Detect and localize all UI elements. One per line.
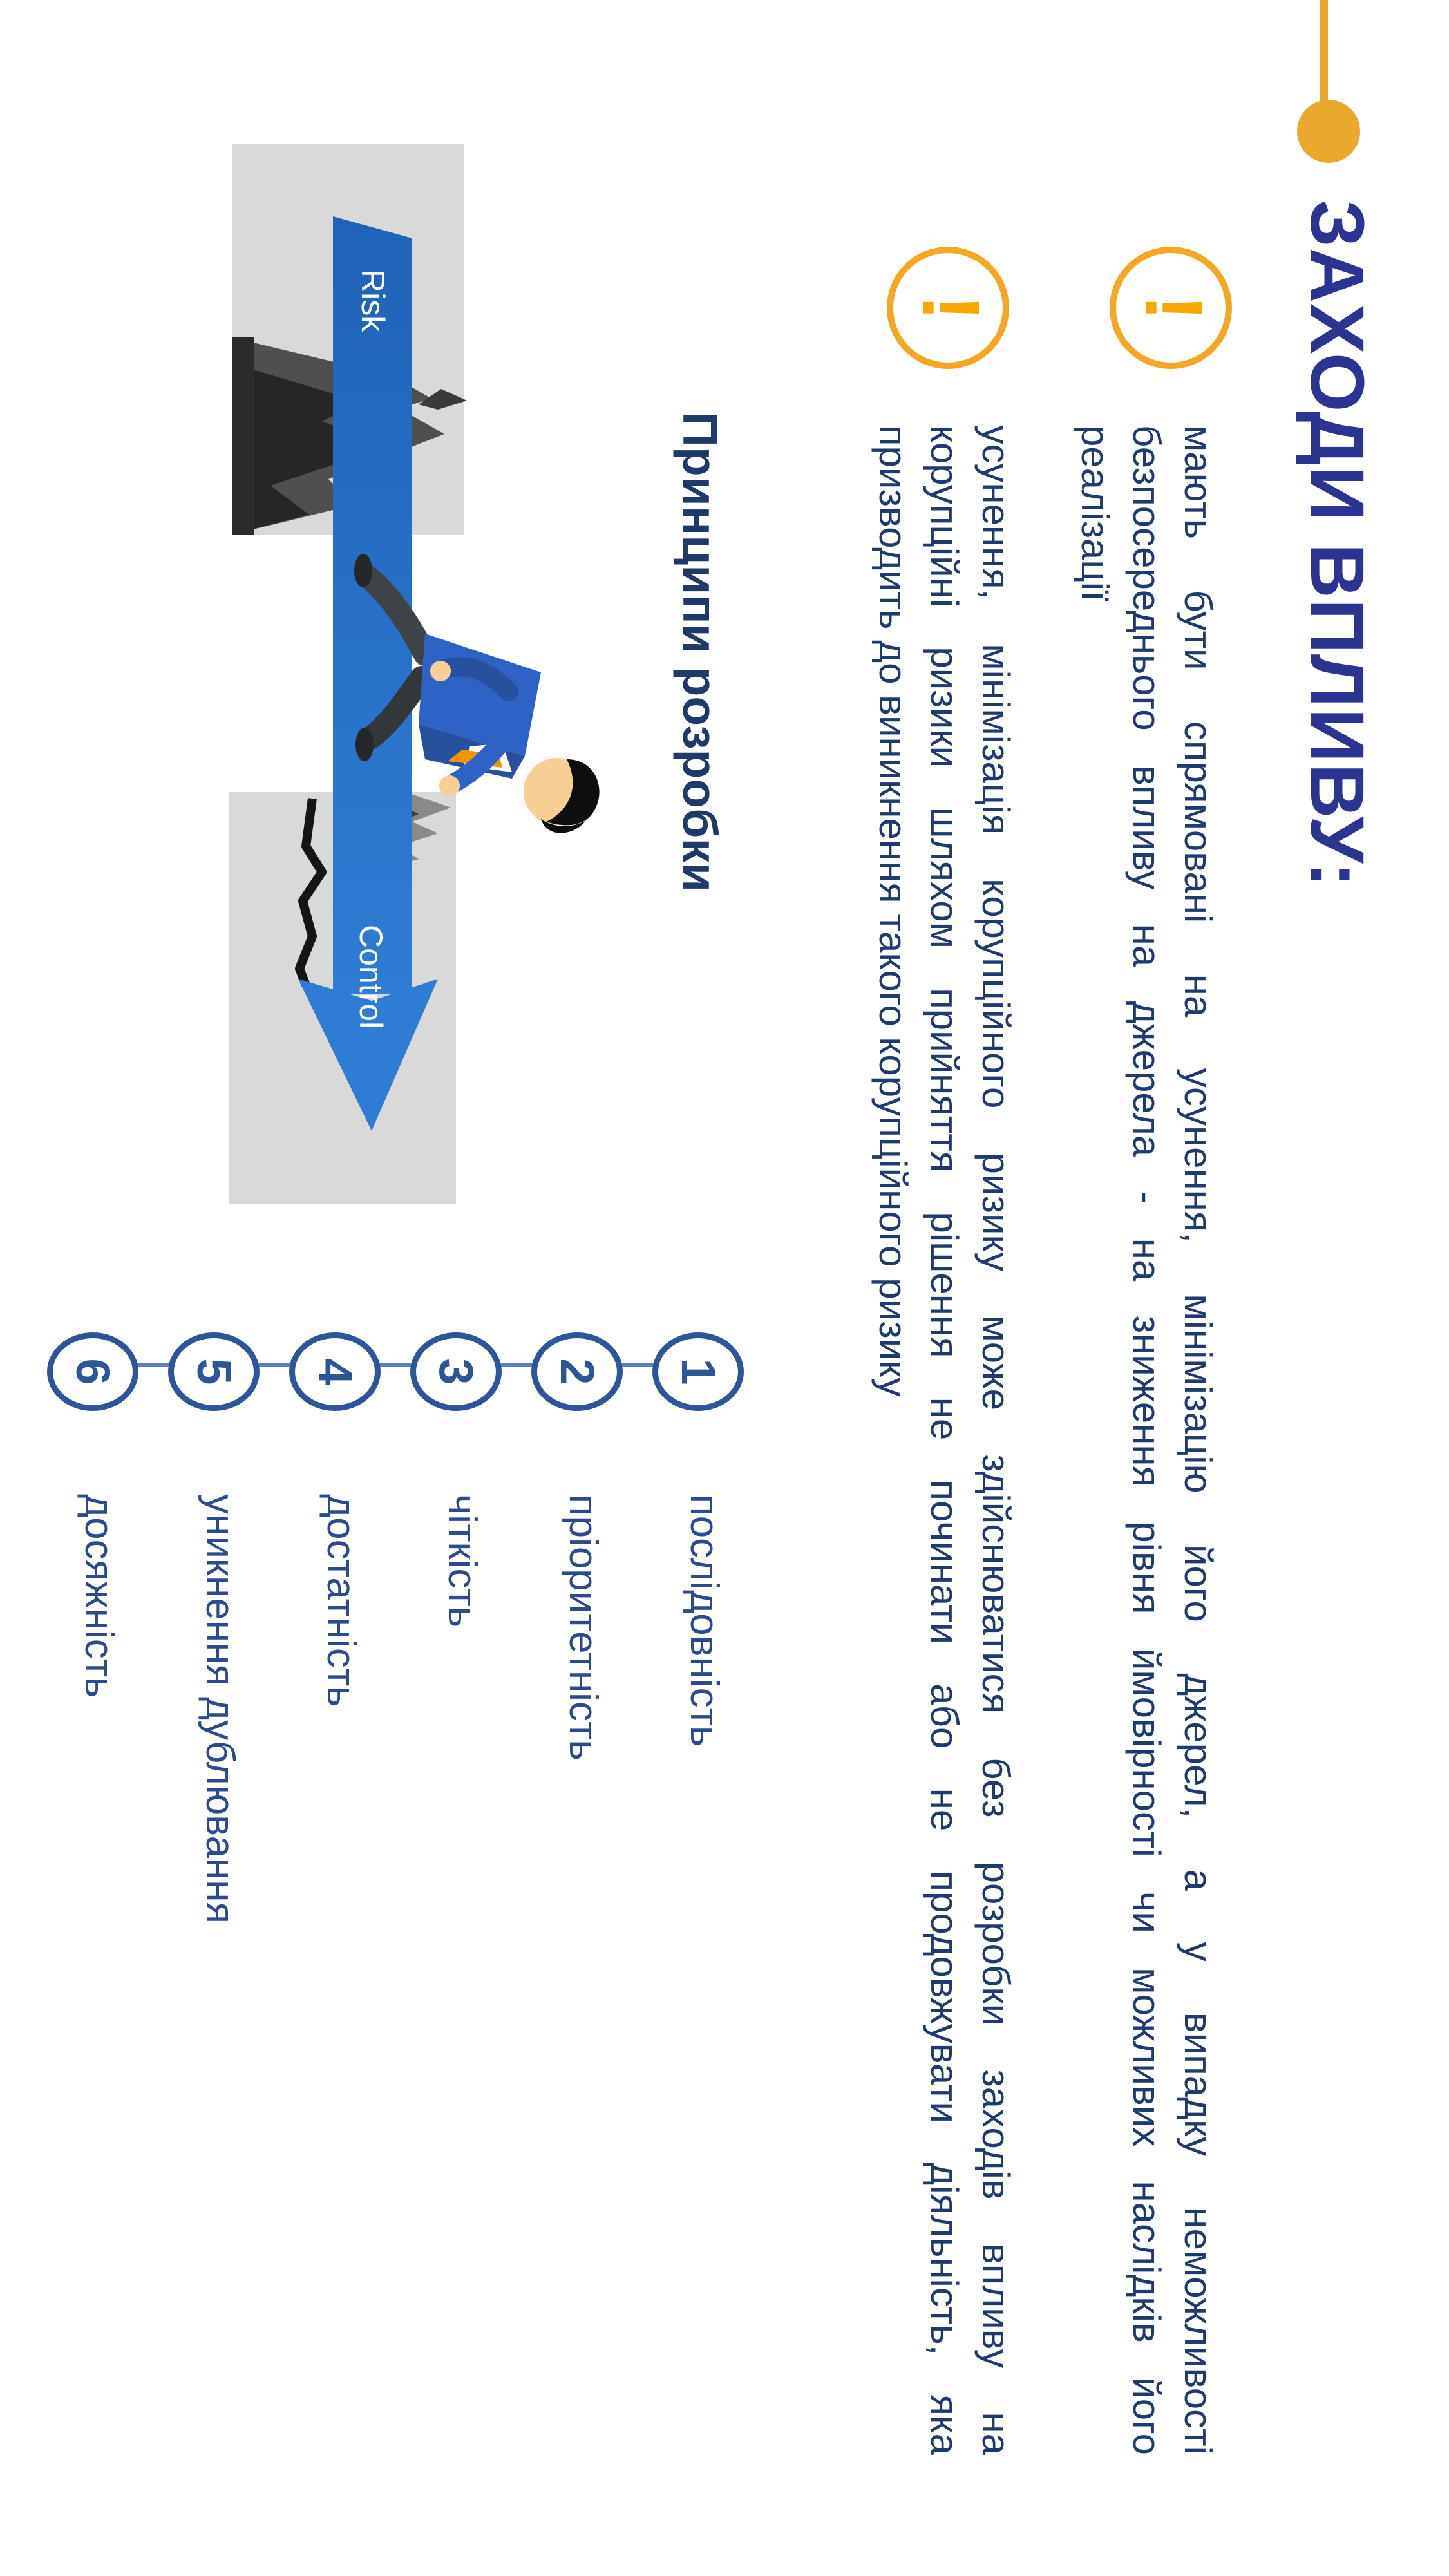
exclamation-icon bbox=[887, 247, 1009, 369]
accent-dot-icon bbox=[1297, 100, 1360, 163]
crack-icon bbox=[299, 799, 322, 985]
exclamation-glyph: ! bbox=[1128, 294, 1219, 321]
principle-label: уникнення дублювання bbox=[198, 1494, 242, 1924]
principles-heading: Принципи розробки bbox=[673, 412, 727, 893]
principle-number: 2 bbox=[551, 1358, 604, 1385]
principle-number: 5 bbox=[187, 1358, 241, 1385]
principle-number-badge bbox=[652, 1332, 744, 1411]
exclamation-icon bbox=[1110, 247, 1232, 369]
paragraph-line: призводить до виникнення такого корупційного ризику bbox=[871, 425, 914, 1397]
alert-paragraph-2 bbox=[867, 425, 1021, 2455]
principle-label: пріоритетність bbox=[561, 1494, 605, 1761]
risk-label: Risk bbox=[355, 269, 391, 332]
principle-label: досяжність bbox=[77, 1494, 121, 1698]
principle-label: чіткість bbox=[440, 1494, 484, 1628]
principle-number-badge bbox=[289, 1332, 381, 1411]
alert-paragraph-1 bbox=[1069, 425, 1224, 2455]
principle-number-badge bbox=[47, 1332, 138, 1411]
paragraph-line: мають бути спрямовані на усунення, мінімізацію його джерел, а у випадку неможливості bbox=[1177, 425, 1220, 2455]
principle-number: 6 bbox=[66, 1358, 120, 1385]
page-title: ЗАХОДИ ВПЛИВУ: bbox=[1294, 200, 1379, 888]
principle-label: достатність bbox=[319, 1494, 363, 1707]
principle-number-badge bbox=[168, 1332, 260, 1411]
principle-number-badge bbox=[410, 1332, 502, 1411]
principle-number: 4 bbox=[308, 1358, 362, 1385]
principle-label: послідовність bbox=[682, 1494, 726, 1747]
principle-number: 1 bbox=[672, 1358, 725, 1385]
control-label: Control bbox=[353, 925, 389, 1029]
principle-number: 3 bbox=[430, 1358, 483, 1385]
paragraph-line: безпосереднього впливу на джерела - на зниження рівня ймовірності чи можливих наслідків його bbox=[1125, 425, 1168, 2455]
paragraph-line: корупційні ризики шляхом прийняття рішення не починати або не продовжувати діяльність, яка bbox=[923, 425, 966, 2455]
exclamation-glyph: ! bbox=[905, 294, 996, 321]
risk-control-illustration bbox=[229, 144, 631, 1204]
paragraph-line: усунення, мінімізація корупційного ризику може здійснюватися без розробки заходів впливу на bbox=[974, 425, 1018, 2455]
paragraph-line: реалізації bbox=[1074, 425, 1117, 601]
principle-number-badge bbox=[531, 1332, 623, 1411]
